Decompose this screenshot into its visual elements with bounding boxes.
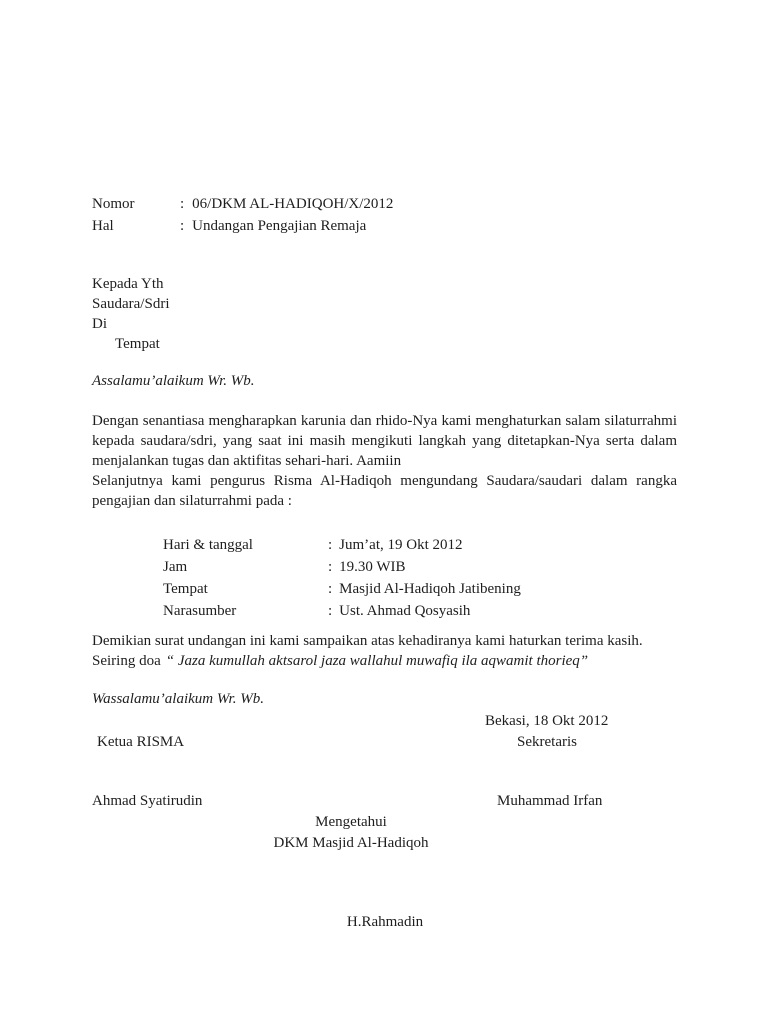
ref-label-nomor: Nomor [92,196,135,212]
letter-subject-row [92,216,393,238]
signature-name-right: Muhammad Irfan [497,793,603,809]
detail-label-jam: Jam [163,559,188,575]
colon-hal: : [180,217,185,234]
detail-row-narasumber [163,600,521,622]
ack-line-dkm: DKM Masjid Al-Hadiqoh [273,835,429,851]
recipient-line-saudara: Saudara/Sdri [92,296,170,312]
ref-label-hal: Hal [92,217,114,234]
event-details-block [163,534,521,622]
paragraph-line: Selanjutnya kami pengurus Risma Al-Hadiqoh mengundang Saudara/saudari dalam rangka [92,473,677,489]
colon-tempat: : [328,581,333,597]
doa-quote: “ Jaza kumullah aktsarol jaza wallahul muwafiq ila aqwamit thorieq” [165,653,589,669]
detail-value-narasumber: Ust. Ahmad Qosyasih [339,603,471,619]
ack-line-mengetahui: Mengetahui [315,814,387,830]
colon-nomor: : [180,196,185,212]
closing-line-doa [92,651,677,671]
paragraph-line: pengajian dan silaturrahmi pada : [92,493,292,509]
closing-line-thanks: Demikian surat undangan ini kami sampaikan atas kehadiranya kami haturkan terima kasih. [92,633,643,649]
letter-number-row [92,194,393,216]
ack-signer-name: H.Rahmadin [346,914,424,930]
colon-narasumber: : [328,603,333,619]
acknowledgement-block [0,812,702,854]
paragraph-line: Dengan senantiasa mengharapkan karunia dan rhido-Nya kami menghaturkan salam silaturrahmi [92,413,677,429]
colon-jam: : [328,559,333,575]
closing-salutation: Wassalamu’alaikum Wr. Wb. [92,691,264,707]
ref-value-nomor: 06/DKM AL-HADIQOH/X/2012 [192,196,394,212]
ref-value-hal: Undangan Pengajian Remaja [192,217,367,234]
paragraph-line: menjalankan tugas dan aktifitas sehari-hari. Aamiin [92,453,402,469]
signature-name-left: Ahmad Syatirudin [92,793,203,809]
recipient-block [92,274,169,354]
detail-row-hari [163,534,521,556]
signature-title-right: Sekretaris [517,734,577,750]
detail-row-tempat [163,578,521,600]
detail-label-narasumber: Narasumber [163,603,237,619]
closing-paragraph [92,631,677,671]
doa-prefix: Seiring doa [92,653,161,669]
detail-row-jam [163,556,521,578]
body-paragraph-2 [92,471,677,511]
signature-title-left: Ketua RISMA [97,734,185,750]
place-date: Bekasi, 18 Okt 2012 [485,713,609,729]
detail-value-hari: Jum’at, 19 Okt 2012 [339,537,463,553]
recipient-line-kepada: Kepada Yth [92,276,164,292]
detail-value-tempat: Masjid Al-Hadiqoh Jatibening [339,581,521,597]
body-paragraph-1 [92,411,677,471]
detail-label-tempat: Tempat [163,581,208,597]
detail-value-jam: 19.30 WIB [339,559,406,575]
detail-label-hari: Hari & tanggal [163,537,253,553]
letter-ref-block [92,194,393,237]
colon-hari: : [328,537,333,553]
paragraph-line: kepada saudara/sdri, yang saat ini masih mengikuti langkah yang ditetapkan-Nya serta dalam [92,433,677,449]
opening-salutation: Assalamu’alaikum Wr. Wb. [92,373,255,389]
recipient-line-di: Di [92,316,107,332]
recipient-line-tempat: Tempat [115,336,160,352]
